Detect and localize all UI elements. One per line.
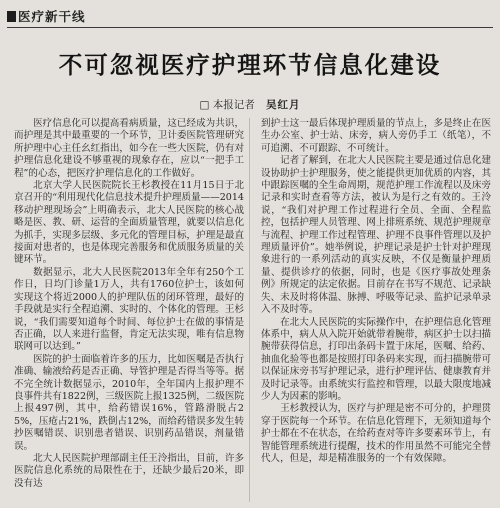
paragraph: 北大人民医院护理部副主任王泠指出，目前，许多医院信息化系统的局限性在于，还缺少最后20米，即没有达: [14, 452, 244, 489]
paragraph: 到护士这一最后体现护理质量的节点上，多是终止在医生办公室、护士站、床旁，病人旁仍手工（纸笔），不可追溯、不可跟踪、不可统计。: [261, 118, 491, 154]
byline: [0, 97, 500, 112]
article-column-right: [261, 118, 491, 465]
paragraph: 医院的护士面临着许多的压力，比如医嘱是否执行准确、输液给药是否正确、导管护理是否得当等等。据不完全统计数据显示，2010年，全年国内上报护理不良事件共有1822例，三级医院上报1325例，二级医院上报497例，其中，给药错误16%，管路滑脱占25%，压疮占21%，跌倒占12%，而给药错误多发生转抄医嘱错误、识别患者错误、识别药品错误，剂量错误。: [14, 353, 244, 452]
paragraph: 王杉教授认为，医疗与护理是密不可分的，护理贯穿于医院每一个环节。在信息化管理下，无须知道每个护士都在不在状态，在给药查对等许多要素环节上，有智能管理系统进行提醒，技术的作用虽然不可能完全替代人，但是，却是精准服务的一个有效保障。: [261, 403, 491, 464]
paragraph: 数据显示，北大人民医院2013年全年有250个工作日，日均门诊量1万人，共有1760位护士，该如何实现这个将近2000人的护理队伍的闭环管理，最好的手段就是实行全程追溯、实时的、个体化的管理。王杉说，“我们需要知道每个时间、每位护士在做的事情是否正确，以人来进行监督，肯定无法实现，唯有信息物联网可以达到。”: [14, 266, 244, 353]
paragraph: 北京大学人民医院院长王杉教授在11月15日于北京召开的“利用现代化信息技术提升护理质量——2014移动护理现场会”上明确表示，北大人民医院的核心战略是医、教、研、运营的全面质量管理，就要以信息化为抓手，实现多层级、多元化的管理目标，护理是最直接面对患者的，也是体现完善服务和优质服务质量的关键环节。: [14, 180, 244, 266]
column-divider: [249, 118, 250, 502]
section-label: 医疗新干线: [18, 9, 86, 24]
section-header: [7, 7, 86, 25]
byline-prefix: □ 本报记者: [199, 99, 255, 111]
black-square-icon: [7, 11, 16, 22]
byline-author: 吴红月: [266, 99, 301, 111]
paragraph: 医疗信息化可以提高看病质量，这已经成为共识，而护理是其中最重要的一个环节，卫计委医院管理研究所护理中心主任幺红指出，如今在一些大医院，仍有对护理信息化建设不够重视的现象存在，应以“一把手工程”的心态，把医疗护理信息化的工作做好。: [14, 118, 244, 179]
article-headline: 不可忽视医疗护理环节信息化建设: [58, 51, 442, 79]
paragraph: 记者了解到，在北大人民医院主要是通过信息化建设协助护士护理服务，使之能提供更加优质的内容，其中跟踪医嘱的全生命周期，规范护理工作流程以及床旁记录和实时查看等方法，被认为是行之有效的。王泠说，“我们对护理工作过程进行全员、全面、全程监控，包括护理人员管理、网上排班系统、规范护理规章与流程、护理工作过程管理、护理不良事件管理以及护理质量评价”。她举例说，护理记录是护士针对护理现象进行的一系列活动的真实反映，不仅是衡量护理质量、提供诊疗的依据，同时，也是《医疗事故处理条例》所规定的法定依据。目前存在书写不规范、记录缺失、未及时将体温、脉搏、呼吸等记录、监护记录单录入不及时等。: [261, 155, 491, 316]
article-column-left: [14, 118, 244, 490]
section-rule: [7, 27, 493, 28]
paragraph: 在北大人民医院的实际操作中，在护理信息化管理体系中，病人从入院开始就带着腕带，病区护士以扫描腕带获得信息，打印出条码卡置于床尾，医嘱、给药、抽血化验等也都是按照打印条码来实现，而扫描腕带可以保证床旁书写护理记录，进行护理评估、健康教育并及时记录等。由系统实行监控和管理，以最大限度地减少人为因素的影响。: [261, 316, 491, 402]
